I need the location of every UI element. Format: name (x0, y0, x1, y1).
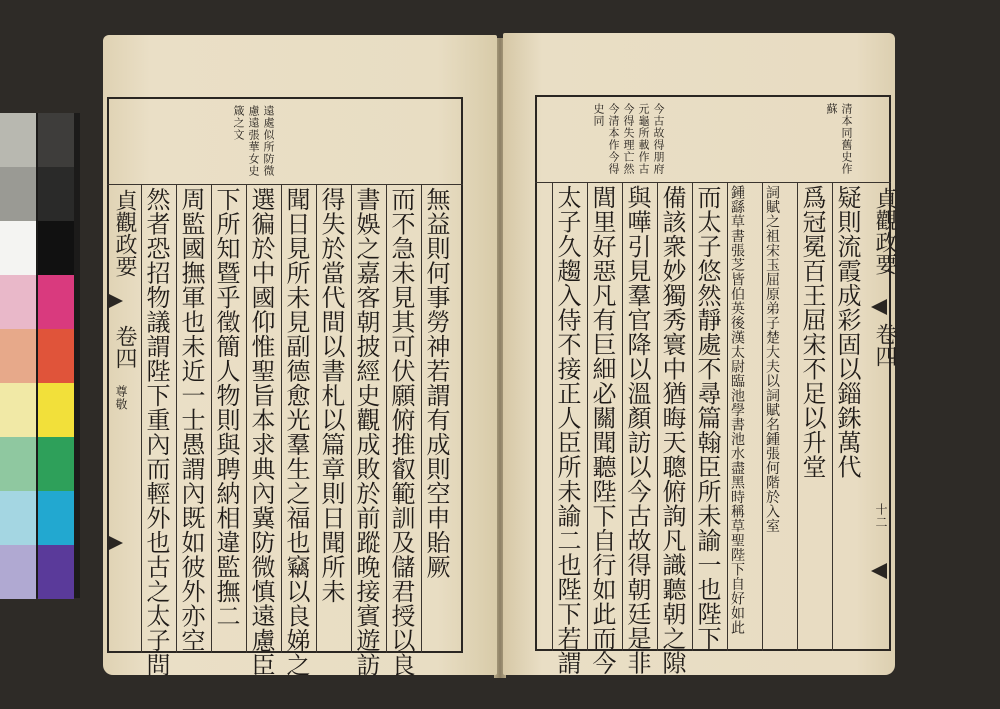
calibration-swatch (0, 113, 36, 167)
column-rule (176, 184, 177, 653)
left-spine-subtitle: 尊敬 (114, 385, 128, 411)
calibration-swatch (38, 167, 74, 221)
calibration-swatch (38, 437, 74, 491)
right-text-column-4: 鍾繇草書張芝皆伯英後漢太尉臨池學書池水盡黑時稱草聖陛下自好如此 (729, 185, 745, 635)
right-text-column-8: 閭里好惡凡有巨細必關聞聽陛下自行如此而今 (588, 185, 616, 675)
calibration-swatch (38, 275, 74, 329)
left-text-column-2: 而不急未見其可伏願俯推叡範訓及儲君授以良 (387, 187, 415, 677)
right-head-note-2: 蘇 (825, 103, 838, 115)
right-header-rule (535, 182, 891, 183)
right-text-column-2: 爲冠冕百王屈宋不足以升堂 (798, 185, 826, 479)
left-spine-title: 貞觀政要 (112, 189, 137, 277)
right-spine-volume: 卷四 (872, 323, 897, 367)
calibration-swatch (38, 221, 74, 275)
column-rule (762, 182, 763, 651)
right-spine-title: 貞觀政要 (872, 187, 897, 275)
calibration-swatch (0, 383, 36, 437)
right-head-note-7: 史同 (592, 103, 605, 127)
column-rule (211, 184, 212, 653)
left-spine-volume: 卷四 (112, 325, 137, 369)
column-rule (351, 184, 352, 653)
calibration-swatch (0, 275, 36, 329)
column-rule (316, 184, 317, 653)
fish-tail-mark (871, 299, 887, 315)
left-text-column-5: 聞日見所未見副德愈光羣生之福也竊以良娣之 (282, 187, 310, 677)
calibration-swatch (0, 167, 36, 221)
right-text-column-7: 與嘩引見羣官降以溫顏訪以今古故得朝廷是非 (623, 185, 651, 675)
column-rule (727, 182, 728, 651)
column-rule (622, 182, 623, 651)
left-head-note-2: 慮遠張華女史 (247, 105, 260, 177)
column-rule (797, 182, 798, 651)
right-page (503, 33, 895, 675)
left-text-column-8: 周監國撫軍也未近一士愚謂內既如彼外亦空 (177, 187, 205, 653)
column-rule (552, 182, 553, 651)
left-head-note-1: 遠處似所防微 (262, 105, 275, 177)
column-rule (141, 184, 142, 653)
calibration-swatch (0, 221, 36, 275)
left-page (103, 35, 497, 675)
left-text-column-3: 書娛之嘉客朝披經史觀成敗於前蹤晚接賓遊訪 (352, 187, 380, 677)
left-text-column-9: 然者恐招物議謂陛下重內而輕外也古之太子問 (142, 187, 170, 677)
right-text-column-1: 疑則流霞成彩固以錙銖萬代 (833, 185, 861, 479)
calibration-swatch (0, 491, 36, 545)
column-rule (587, 182, 588, 651)
calibration-swatch (0, 437, 36, 491)
left-header-rule (107, 184, 463, 185)
right-text-column-6: 備該衆妙獨秀寰中猶晦天聰俯詢凡識聽朝之隙 (658, 185, 686, 675)
calibration-swatch (38, 383, 74, 437)
fish-tail-mark-bottom (107, 535, 123, 551)
right-text-column-3: 詞賦之祖宋玉屈原弟子楚大夫以詞賦名鍾張何階於入室 (764, 185, 780, 533)
calibration-swatch (38, 329, 74, 383)
column-rule (281, 184, 282, 653)
calibration-swatch (0, 545, 36, 599)
right-head-note-5: 今得失理亡然 (622, 103, 635, 175)
column-rule (386, 184, 387, 653)
right-head-note-4: 元龜所載作古 (637, 103, 650, 175)
fish-tail-mark (107, 293, 123, 309)
left-head-note-3: 箴之文 (232, 105, 245, 141)
column-rule (657, 182, 658, 651)
fish-tail-mark-bottom (871, 563, 887, 579)
column-rule (421, 184, 422, 653)
color-calibration-strip (0, 113, 80, 598)
column-rule (246, 184, 247, 653)
column-rule (832, 182, 833, 651)
left-text-column-6: 選徧於中國仰惟聖旨本求典內冀防微慎遠慮臣 (247, 187, 275, 677)
left-text-column-1: 無益則何事勞神若謂有成則空申貽厥 (422, 187, 450, 579)
right-head-note-6: 今清本作今得 (607, 103, 620, 175)
folio-number: 十二 (874, 503, 888, 529)
right-text-column-5: 而太子悠然靜處不尋篇翰臣所未諭一也陛下 (693, 185, 721, 651)
calibration-swatch (0, 329, 36, 383)
calibration-swatch (38, 113, 74, 167)
left-text-column-4: 得失於當代間以書札以篇章則日聞所未 (317, 187, 345, 604)
right-head-note-1: 清本同舊史作 (840, 103, 853, 175)
right-text-column-9: 太子久趨入侍不接正人臣所未諭二也陛下若謂 (553, 185, 581, 675)
left-text-column-7: 下所知暨乎徵簡人物則與聘納相違監撫二 (212, 187, 240, 628)
calibration-swatch (38, 491, 74, 545)
column-rule (692, 182, 693, 651)
calibration-swatch (38, 545, 74, 599)
right-head-note-3: 今古故得朋府 (652, 103, 665, 175)
